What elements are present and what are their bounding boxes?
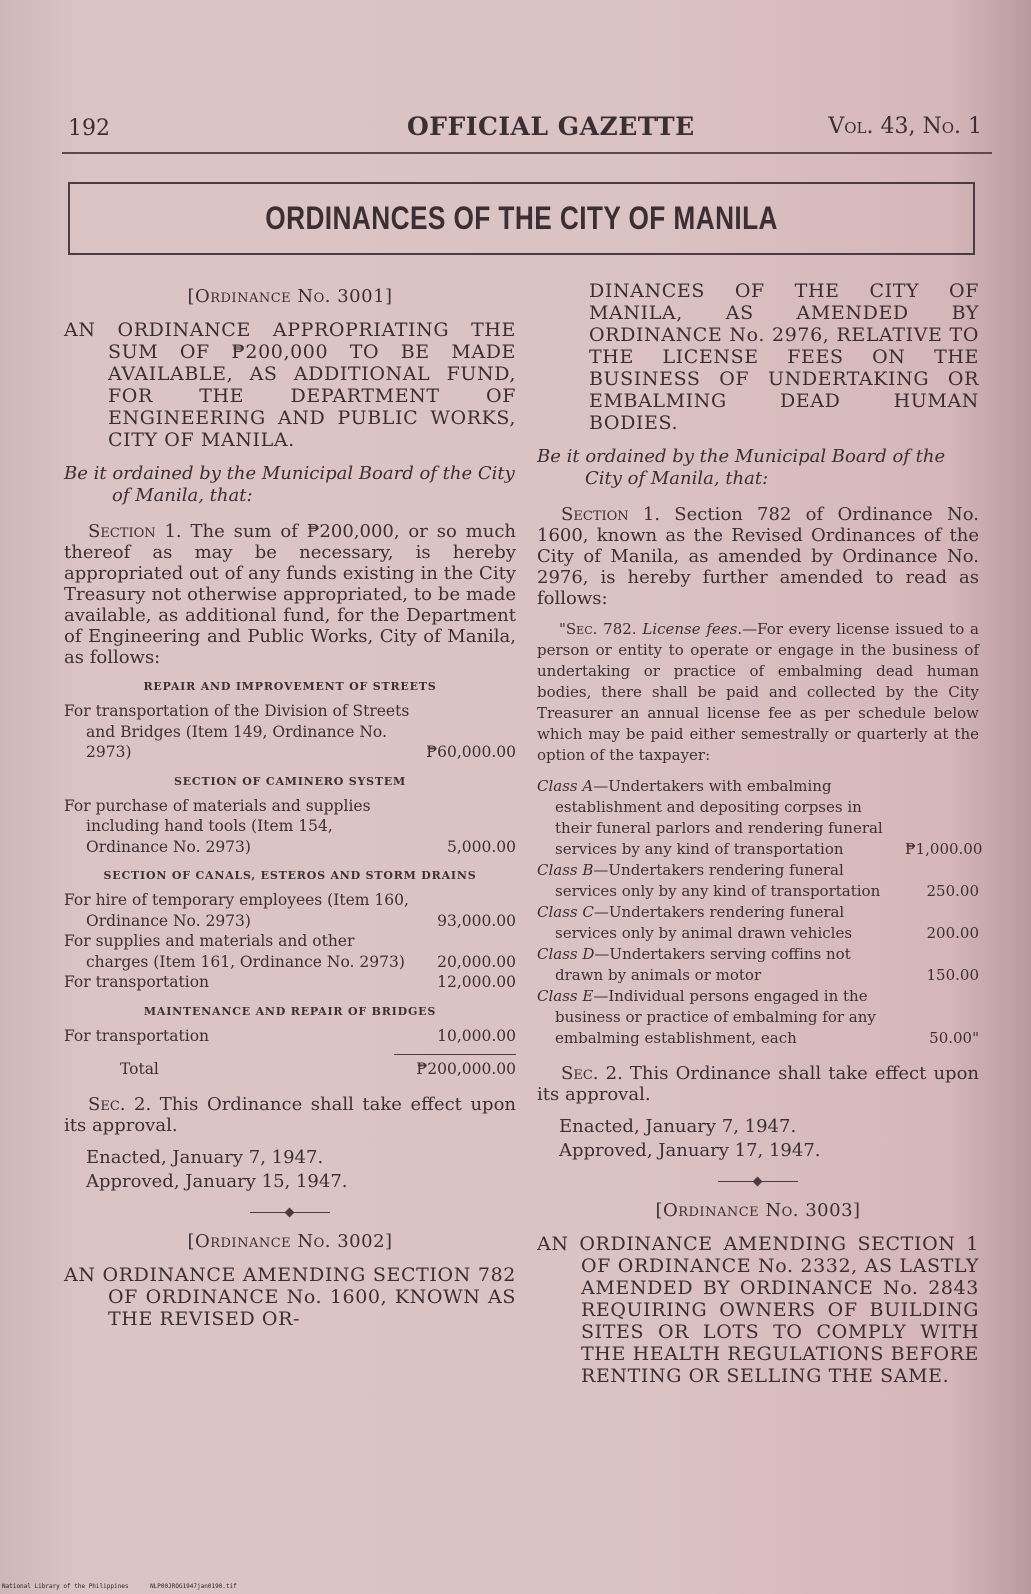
class-description xyxy=(537,902,905,944)
header-rule xyxy=(62,152,992,154)
section-banner xyxy=(68,182,975,255)
appropriation-item xyxy=(64,701,516,763)
right-column xyxy=(537,280,983,1399)
running-head xyxy=(62,108,992,148)
total-amount: ₱200,000.00 xyxy=(416,1060,516,1078)
item-amount: 20,000.00 xyxy=(437,952,516,971)
total-row xyxy=(64,1059,516,1080)
item-amount: 93,000.00 xyxy=(437,911,516,930)
class-description xyxy=(537,986,905,1049)
scan-footer xyxy=(2,1583,255,1590)
volume-number: Vol. 43, No. 1 xyxy=(828,114,982,139)
item-amount: 12,000.00 xyxy=(437,973,516,991)
ordinance-3002-title-part2: DINANCES OF THE CITY OF MANILA, AS AMENDED BY ORDINANCE No. 2976, RELATIVE TO THE LICENSE FEES ON THE BUSINESS OF UNDERTAKING OR EMBALMING DEAD HUMAN BODIES. xyxy=(589,280,979,434)
section-label: Sec. 2. xyxy=(561,1063,623,1084)
quoted-label: "Sec. 782. xyxy=(559,620,637,638)
ornament-separator xyxy=(718,1181,798,1182)
ordinance-3002-section-2 xyxy=(537,1063,979,1105)
section-label: Section 1. xyxy=(88,521,182,542)
appropriation-item xyxy=(64,1026,516,1047)
appropriation-item xyxy=(64,931,516,972)
appropriation-item xyxy=(64,890,516,931)
license-class-row xyxy=(537,944,979,986)
group-heading: MAINTENANCE AND REPAIR OF BRIDGES xyxy=(143,1004,437,1018)
license-class-row xyxy=(537,776,983,860)
group-heading: REPAIR AND IMPROVEMENT OF STREETS xyxy=(143,680,437,693)
ordinance-3002-enacting-clause: Be it ordained by the Municipal Board of the City of Manila, that: xyxy=(537,446,946,489)
ordinance-3002-dates xyxy=(537,1115,979,1163)
class-text: —Individual persons engaged in the business or practice of embalming for any embalming establishment, each xyxy=(555,987,876,1047)
class-text: —Undertakers serving coffins not drawn by animals or motor xyxy=(555,945,851,984)
class-text: —Undertakers rendering funeral services only by any kind of transportation xyxy=(555,861,881,900)
enacted-date: Enacted, January 7, 1947. xyxy=(559,1116,797,1137)
section-text: Section 782 of Ordinance No. 1600, known as the Revised Ordinances of the City of Manila, as amended by Ordinance No. 2976, is hereby further amended to read as follows: xyxy=(537,504,979,609)
item-description: For transportation xyxy=(64,1026,210,1045)
ordinance-3001-dates xyxy=(64,1146,516,1194)
page-number: 192 xyxy=(68,116,110,141)
class-text: —Undertakers rendering funeral services only by animal drawn vehicles xyxy=(555,903,853,942)
approved-date: Approved, January 15, 1947. xyxy=(86,1170,348,1192)
item-amount: 5,000.00 xyxy=(446,837,516,856)
class-label: Class A xyxy=(537,777,594,795)
ordinance-3003-title: AN ORDINANCE AMENDING SECTION 1 OF ORDINANCE No. 2332, AS LASTLY AMENDED BY ORDINANCE No. 2843 REQUIRING OWNERS OF BUILDING SITES OR LOTS TO COMPLY WITH THE HEALTH REGULATIONS BEFORE RENTING OR SELLING THE SAME. xyxy=(537,1233,979,1387)
enacted-date: Enacted, January 7, 1947. xyxy=(86,1146,324,1168)
ordinance-3002-title-part1: AN ORDINANCE AMENDING SECTION 782 OF ORDINANCE No. 1600, KNOWN AS THE REVISED OR- xyxy=(64,1263,516,1330)
ordinance-3001-enacting-clause: Be it ordained by the Municipal Board of the City of Manila, that: xyxy=(64,463,515,506)
class-fee: 150.00 xyxy=(926,966,979,984)
approved-date: Approved, January 17, 1947. xyxy=(559,1140,821,1161)
class-label: Class D xyxy=(537,945,595,963)
section-label: Section 1. xyxy=(561,504,661,525)
section-text: This Ordinance shall take effect upon its approval. xyxy=(537,1063,979,1105)
quoted-heading: License fees. xyxy=(642,620,743,638)
ordinance-3002-section-1 xyxy=(537,504,979,609)
license-class-row xyxy=(537,860,979,902)
quoted-section-782 xyxy=(537,619,979,766)
class-fee: 250.00 xyxy=(926,882,979,900)
banner-title: ORDINANCES OF THE CITY OF MANILA xyxy=(265,200,778,236)
class-fee: 200.00 xyxy=(926,924,979,942)
ornament-separator xyxy=(250,1212,330,1213)
item-description: For transportation of the Division of Streets and Bridges (Item 149, Ordinance No. 2973) xyxy=(64,702,410,761)
ordinance-3001-title: AN ORDINANCE APPROPRIATING THE SUM OF ₱200,000 TO BE MADE AVAILABLE, AS ADDITIONAL FUND, FOR THE DEPARTMENT OF ENGINEERING AND PUBLIC WORKS, CITY OF MANILA. xyxy=(64,319,516,451)
class-label: Class C xyxy=(537,903,594,921)
license-class-row xyxy=(537,986,979,1049)
item-amount: ₱60,000.00 xyxy=(426,743,516,761)
class-fee: 50.00" xyxy=(929,1029,979,1047)
item-description: For hire of temporary employees (Item 160, Ordinance No. 2973) xyxy=(64,891,409,930)
footer-file: NLP00JROG1947jan0190.tif xyxy=(150,1583,237,1590)
group-heading: SECTION OF CANALS, ESTEROS AND STORM DRAINS xyxy=(103,869,477,882)
ordinance-3001-section-1 xyxy=(64,521,516,668)
ordinance-3001-number: [Ordinance No. 3001] xyxy=(187,286,393,307)
group-heading: SECTION OF CAMINERO SYSTEM xyxy=(174,774,406,788)
class-text: —Undertakers with embalming establishment and depositing corpses in their funeral parlors and rendering funeral services by any kind of transportation xyxy=(555,777,883,858)
item-description: For purchase of materials and supplies including hand tools (Item 154, Ordinance No. 2973) xyxy=(64,796,371,856)
appropriation-item xyxy=(64,796,516,858)
ordinance-3003-number: [Ordinance No. 3003] xyxy=(655,1200,861,1221)
section-text: This Ordinance shall take effect upon its approval. xyxy=(64,1093,517,1136)
footer-library: National Library of the Philippines xyxy=(2,1583,129,1590)
section-text: The sum of ₱200,000, or so much thereof as may be necessary, is hereby appropriated out of any funds existing in the City Treasury not otherwise appropriated, to be made available, as additional fund, for the Department of Engineering and Public Works, City of Manila, as follows: xyxy=(64,521,516,668)
class-label: Class E xyxy=(537,987,594,1005)
license-class-row xyxy=(537,902,979,944)
class-description xyxy=(537,776,905,860)
class-label: Class B xyxy=(537,861,594,879)
class-fee: ₱1,000.00 xyxy=(905,840,983,858)
appropriation-item xyxy=(64,972,516,993)
item-description: For transportation xyxy=(64,973,210,991)
item-amount: 10,000.00 xyxy=(437,1026,516,1045)
ordinance-3001-section-2 xyxy=(64,1094,516,1136)
class-description xyxy=(537,860,905,902)
total-label: Total xyxy=(120,1060,159,1078)
total-rule xyxy=(394,1054,516,1055)
section-label: Sec. 2. xyxy=(88,1093,152,1115)
publication-title: OFFICIAL GAZETTE xyxy=(407,112,695,141)
quoted-text: —For every license issued to a person or entity to operate or engage in the business of undertaking or practice of embalming dead human bodies, there shall be paid and collected by the City Treasurer an annual license fee as per schedule below which may be paid either semestrally or quarterly at the option of the taxpayer: xyxy=(537,620,979,764)
left-column xyxy=(64,280,516,1342)
class-description xyxy=(537,944,905,986)
item-description: For supplies and materials and other charges (Item 161, Ordinance No. 2973) xyxy=(64,932,405,971)
ordinance-3002-number: [Ordinance No. 3002] xyxy=(187,1230,393,1252)
